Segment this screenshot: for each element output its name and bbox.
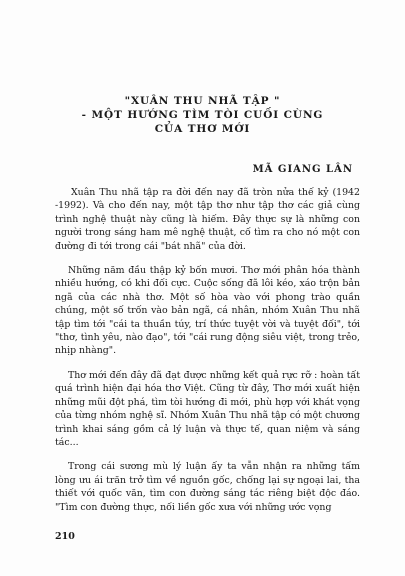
title-line-2: - MỘT HƯỚNG TÌM TÒI CUỐI CÙNG (81, 109, 324, 121)
title-line-1: "XUÂN THU NHÃ TẬP " (124, 95, 281, 107)
article-title (60, 94, 345, 136)
page-number: 210 (55, 531, 75, 542)
paragraph-1: Xuân Thu nhã tập ra đời đến nay đã tròn nửa thế kỷ (1942 -1992). Và cho đến nay, một tập thơ như tập thơ các giả cùng trình nghệ thuật này cũng là hiếm. Đây thực sự là những con người trong sáng ham mê nghệ thuật, cố tìm ra cho nó một con đường đi tới trong cái "bát nhã" của đời. (55, 187, 360, 252)
paragraph-4: Trong cái sương mù lý luận ấy ta vẫn nhận ra những tấm lòng ưu ái trăn trở tìm về nguồn gốc, chống lại sự ngoại lai, tha thiết với quốc văn, tìm con đường sáng tác riêng biệt độc đáo. "Tìm con đường thực, nối liền gốc xưa với những ước vọng (55, 461, 360, 513)
paragraph-2: Những năm đầu thập kỷ bốn mươi. Thơ mới phân hóa thành nhiều hướng, có khi đối cực. Cuộc sống đã lôi kéo, xáo trộn bản ngã của các nhà thơ. Một số hòa vào với phong trào quần chúng, một số trốn vào bản ngã, cá nhân, nhóm Xuân Thu nhã tập tìm tới "cái ta thuần túy, trí thức tuyệt vời và tuyệt đối", tới "thơ, tình yêu, nào đạo", tới "cái rung động siêu việt, trong trẻo, nhịp nhàng". (55, 265, 360, 357)
paragraph-3: Thơ mới đến đây đã đạt được những kết quả rực rỡ : hoàn tất quá trình hiện đại hóa thơ Việt. Cũng từ đây, Thơ mới xuất hiện những mũi đột phá, tìm tòi hướng đi mới, phù hợp với khát vọng của từng nhóm nghệ sĩ. Nhóm Xuân Thu nhã tập có một chương trình khai sáng gồm cả lý luận và thực tế, quan niệm và sáng tác... (55, 369, 360, 448)
article-body (55, 186, 360, 514)
title-line-3: CỦA THƠ MỚI (154, 123, 251, 135)
author-name: MÃ GIANG LÂN (252, 164, 353, 175)
